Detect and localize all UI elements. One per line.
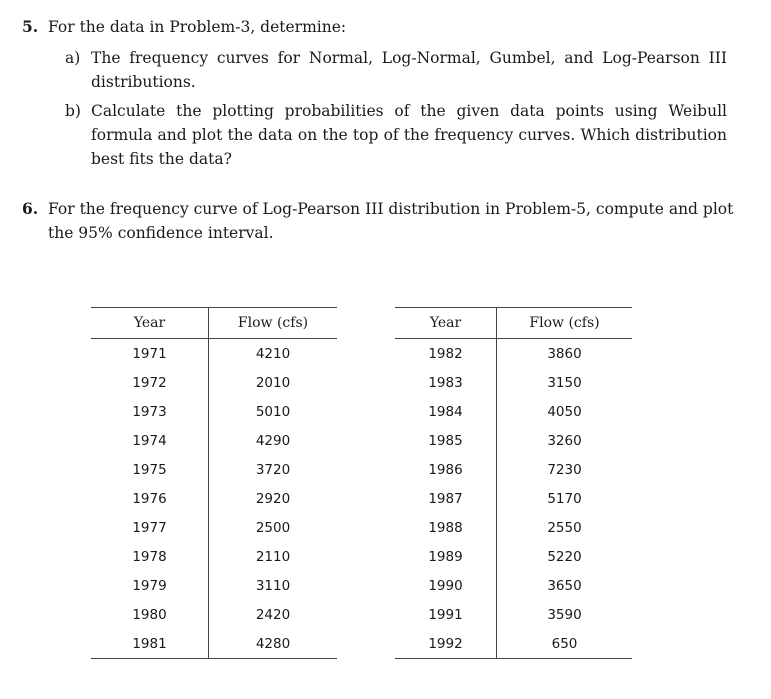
flow-cell: 3590 (547, 606, 582, 623)
year-cell: 1984 (395, 397, 497, 426)
part-a-text: The frequency curves for Normal, Log-Normal, Gumbel, and Log-Pearson III distributions. (91, 49, 727, 91)
flow-cell: 2550 (547, 519, 582, 536)
flow-cell: 4280 (209, 629, 338, 659)
table-row (395, 368, 632, 397)
table-row (91, 513, 337, 542)
flow-header: Flow (cfs) (497, 308, 633, 339)
year-cell: 1978 (91, 542, 209, 571)
year-cell: 1986 (395, 455, 497, 484)
flow-cell: 3860 (547, 345, 582, 362)
table-row (91, 600, 337, 629)
table-row (91, 542, 337, 571)
flow-cell: 2420 (255, 606, 291, 623)
part-b-label: b) (65, 102, 81, 120)
flow-cell: 2110 (255, 548, 291, 565)
year-cell: 1981 (91, 629, 209, 659)
flow-cell: 3260 (547, 432, 582, 449)
flow-cell: 2500 (255, 519, 291, 536)
year-cell: 1982 (395, 339, 497, 369)
year-cell: 1987 (395, 484, 497, 513)
table-row (395, 455, 632, 484)
flow-header: Flow (cfs) (209, 308, 338, 339)
problem-5 (22, 15, 346, 39)
flow-cell: 4290 (255, 432, 291, 449)
flow-cell: 3650 (547, 577, 582, 594)
flow-cell: 3110 (255, 577, 291, 594)
flow-cell: 2920 (255, 490, 291, 507)
part-b-text: Calculate the plotting probabilities of the given data points using Weibull formula and plot the data on the top of the frequency curves. Which distribution best fits the data? (91, 102, 727, 168)
table-header-row (91, 308, 337, 339)
table-row (91, 571, 337, 600)
year-cell: 1989 (395, 542, 497, 571)
table-row (91, 339, 337, 369)
flow-table-right-body (395, 339, 632, 659)
flow-table-right (395, 307, 632, 659)
year-cell: 1980 (91, 600, 209, 629)
flow-cell: 5220 (547, 548, 582, 565)
year-cell: 1983 (395, 368, 497, 397)
problem-6-text: For the frequency curve of Log-Pearson III distribution in Problem-5, compute and plot the 95% confidence interval. (48, 200, 734, 242)
table-row (395, 513, 632, 542)
table-row (395, 571, 632, 600)
flow-cell: 5170 (547, 490, 582, 507)
flow-cell: 3720 (255, 461, 291, 478)
problem-6-number: 6. (22, 199, 39, 218)
year-header: Year (395, 308, 497, 339)
flow-cell: 7230 (547, 461, 582, 478)
table-row (395, 600, 632, 629)
table-row (91, 397, 337, 426)
table-row (395, 484, 632, 513)
table-header-row (395, 308, 632, 339)
year-cell: 1990 (395, 571, 497, 600)
flow-cell: 3150 (547, 374, 582, 391)
year-cell: 1977 (91, 513, 209, 542)
part-a-label: a) (65, 49, 81, 67)
year-cell: 1985 (395, 426, 497, 455)
year-cell: 1973 (91, 397, 209, 426)
flow-cell: 2010 (255, 374, 291, 391)
flow-cell: 4050 (547, 403, 582, 420)
table-row (395, 426, 632, 455)
year-cell: 1971 (91, 339, 209, 369)
table-row (395, 629, 632, 659)
year-cell: 1976 (91, 484, 209, 513)
flow-cell: 4210 (255, 345, 291, 362)
table-row (91, 426, 337, 455)
flow-cell: 650 (497, 629, 633, 659)
table-row (91, 629, 337, 659)
table-row (395, 339, 632, 369)
year-cell: 1979 (91, 571, 209, 600)
year-cell: 1991 (395, 600, 497, 629)
table-row (91, 484, 337, 513)
flow-cell: 5010 (255, 403, 291, 420)
flow-table-left-body (91, 339, 337, 659)
year-cell: 1975 (91, 455, 209, 484)
year-header: Year (91, 308, 209, 339)
table-row (395, 397, 632, 426)
table-row (91, 368, 337, 397)
table-row (91, 455, 337, 484)
year-cell: 1992 (395, 629, 497, 659)
flow-table-left (91, 307, 337, 659)
problem-5-text: For the data in Problem-3, determine: (48, 18, 347, 36)
table-row (395, 542, 632, 571)
year-cell: 1988 (395, 513, 497, 542)
problem-5-number: 5. (22, 17, 39, 36)
year-cell: 1974 (91, 426, 209, 455)
problem-6 (22, 197, 734, 242)
year-cell: 1972 (91, 368, 209, 397)
